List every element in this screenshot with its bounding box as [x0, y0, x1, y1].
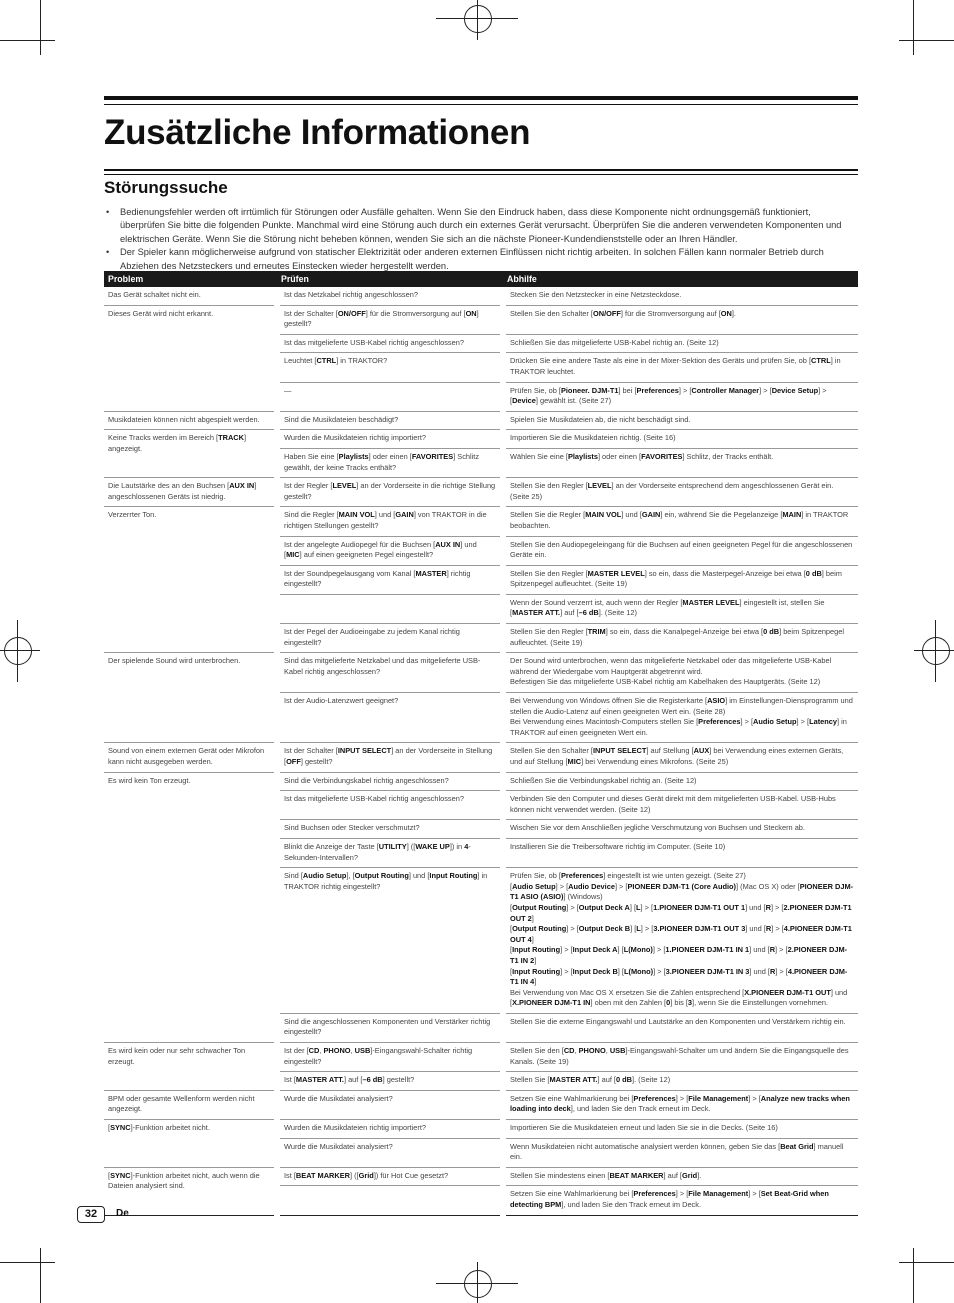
page-number: 32 — [77, 1206, 105, 1223]
cell-remedy: Stellen Sie den Audiopegeleingang für die Buchsen auf einen geeigneten Pegel für die angeschlossenen Geräte ein. — [503, 536, 858, 565]
crop-mark-bl-v — [40, 1248, 41, 1303]
cell-problem: [SYNC]-Funktion arbeitet nicht. — [104, 1120, 277, 1168]
cell-remedy: Der Sound wird unterbrochen, wenn das mitgelieferte Netzkabel oder das mitgelieferte USB-Kabel während der Wiedergabe vom Hauptgerät abgetrennt wird. Befestigen Sie das mitgelieferte USB-Kabel richtig am Kabelhaken des Hauptgeräts. (Seite 12) — [503, 653, 858, 693]
table-row — [104, 411, 858, 430]
cell-remedy: Wischen Sie vor dem Anschließen jegliche Verschmutzung von Buchsen und Steckern ab. — [503, 820, 858, 839]
crop-mark-br-v — [913, 1248, 914, 1303]
cell-problem: Die Lautstärke des an den Buchsen [AUX IN] angeschlossenen Geräts ist niedrig. — [104, 478, 277, 507]
cell-check: Wurden die Musikdateien richtig importiert? — [277, 1120, 503, 1139]
crop-mark-br-h — [899, 1262, 954, 1263]
cell-remedy: Stellen Sie die Regler [MAIN VOL] und [GAIN] ein, während Sie die Pegelanzeige [MAIN] in TRAKTOR beobachten. — [503, 507, 858, 536]
cell-remedy: Stellen Sie den Regler [MASTER LEVEL] so ein, dass die Masterpegel-Anzeige bei etwa [0 dB] beim Spitzenpegel aufleuchtet. (Seite 19) — [503, 565, 858, 594]
table-row — [104, 743, 858, 772]
cell-check: — — [277, 382, 503, 411]
cell-remedy: Stellen Sie die externe Eingangswahl und Lautstärke an den Komponenten und Verstärkern richtig ein. — [503, 1013, 858, 1042]
column-header-check: Prüfen — [277, 271, 503, 287]
cell-check: Ist das Netzkabel richtig angeschlossen? — [277, 287, 503, 305]
cell-remedy: Verbinden Sie den Computer und dieses Gerät direkt mit dem mitgelieferten USB-Kabel. USB-Hubs können nicht verwendet werden. (Seite 12) — [503, 791, 858, 820]
table-header-row — [104, 271, 858, 287]
table-row — [104, 1090, 858, 1119]
cell-check: Leuchtet [CTRL] in TRAKTOR? — [277, 353, 503, 382]
cell-remedy: Prüfen Sie, ob [Preferences] eingestellt ist wie unten gezeigt. (Seite 27) [Audio Setup] > [Audio Device] > [PIONEER DJM-T1 (Core Audio)] (Mac OS X) oder [PIONEER DJM-T1 ASIO (ASIO)] (Windows) [Output Routing] > [Output Deck A] [L] > [1.PIONEER DJM-T1 OUT 1] und [R] > [2.PIONEER DJM-T1 OUT 2] [Output Routing] > [Output Deck B] [L] > [3.PIONEER DJM-T1 OUT 3] und [R] > [4.PIONEER DJM-T1 OUT 4] [Input Routing] > [Input Deck A] [L(Mono)] > [1.PIONEER DJM-T1 IN 1] und [R] > [2.PIONEER DJM-T1 IN 2] [Input Routing] > [Input Deck B] [L(Mono)] > [3.PIONEER DJM-T1 IN 3] und [R] > [4.PIONEER DJM-T1 IN 4] Bei Verwendung von Mac OS X ersetzen Sie die Zahlen entsprechend [X.PIONEER DJM-T1 OUT] und [X.PIONEER DJM-T1 IN] oben mit den Zahlen [0] bis [3], wenn Sie die Einstellungen vornehmen. — [503, 868, 858, 1014]
table-row — [104, 1167, 858, 1186]
cell-remedy: Stellen Sie den Regler [TRIM] so ein, dass die Kanalpegel-Anzeige bei etwa [0 dB] beim Spitzenpegel aufleuchtet. (Seite 19) — [503, 624, 858, 653]
cell-problem: Der spielende Sound wird unterbrochen. — [104, 653, 277, 743]
cell-remedy: Stellen Sie [MASTER ATT.] auf [0 dB]. (Seite 12) — [503, 1072, 858, 1091]
cell-remedy: Stellen Sie den [CD, PHONO, USB]-Eingangswahl-Schalter um und ändern Sie die Eingangsquelle des Kanals. (Seite 19) — [503, 1043, 858, 1072]
cell-remedy: Stecken Sie den Netzstecker in eine Netzsteckdose. — [503, 287, 858, 305]
table-row — [104, 653, 858, 693]
crop-mark-tl-v — [40, 0, 41, 55]
column-header-problem: Problem — [104, 271, 277, 287]
crop-mark-bl-h — [0, 1262, 55, 1263]
cell-check: Sind Buchsen oder Stecker verschmutzt? — [277, 820, 503, 839]
table-row — [104, 1043, 858, 1072]
cell-check: Ist der Audio-Latenzwert geeignet? — [277, 693, 503, 743]
cell-check: Ist der angelegte Audiopegel für die Buchsen [AUX IN] und [MIC] auf einen geeigneten Pegel eingestellt? — [277, 536, 503, 565]
cell-remedy: Stellen Sie den Schalter [INPUT SELECT] auf Stellung [AUX] bei Verwendung eines externen Geräts, und auf Stellung [MIC] bei Verwendung eines Mikrofons. (Seite 25) — [503, 743, 858, 772]
table-row — [104, 287, 858, 305]
cell-remedy: Drücken Sie eine andere Taste als eine in der Mixer-Sektion des Geräts und prüfen Sie, ob [CTRL] in TRAKTOR leuchtet. — [503, 353, 858, 382]
cell-remedy: Wählen Sie eine [Playlists] oder einen [FAVORITES] Schlitz, der Tracks enthält. — [503, 448, 858, 477]
troubleshooting-table — [104, 271, 858, 1216]
table-row — [104, 478, 858, 507]
cell-remedy: Bei Verwendung von Windows öffnen Sie die Registerkarte [ASIO] im Einstellungen-Diensprogramm und stellen die Audio-Latenz auf einen geeigneten Wert ein. (Seite 28) Bei Verwendung eines Macintosh-Computers stellen Sie [Preferences] > [Audio Setup] > [Latency] in TRAKTOR auf einen geeigneten Wert ein. — [503, 693, 858, 743]
section-rule-thick — [104, 169, 858, 171]
cell-check: Sind das mitgelieferte Netzkabel und das mitgelieferte USB-Kabel richtig angeschlossen? — [277, 653, 503, 693]
cell-problem: Sound von einem externen Gerät oder Mikrofon kann nicht ausgegeben werden. — [104, 743, 277, 772]
cell-check: Ist das mitgelieferte USB-Kabel richtig angeschlossen? — [277, 334, 503, 353]
cell-check: Ist [BEAT MARKER] ([Grid]) für Hot Cue gesetzt? — [277, 1167, 503, 1186]
cell-remedy: Importieren Sie die Musikdateien erneut und laden Sie sie in die Decks. (Seite 16) — [503, 1120, 858, 1139]
cell-check: Haben Sie eine [Playlists] oder einen [FAVORITES] Schlitz gewählt, der keine Tracks enthält? — [277, 448, 503, 477]
header-rule-thin — [104, 104, 858, 105]
cell-check: Ist der Schalter [ON/OFF] für die Stromversorgung auf [ON] gestellt? — [277, 305, 503, 334]
cell-problem: Musikdateien können nicht abgespielt werden. — [104, 411, 277, 430]
crop-mark-tr-h — [899, 40, 954, 41]
cell-remedy: Setzen Sie eine Wahlmarkierung bei [Preferences] > [File Management] > [Analyze new tracks when loading into deck], und laden Sie den Track erneut im Deck. — [503, 1090, 858, 1119]
cell-problem: Keine Tracks werden im Bereich [TRACK] angezeigt. — [104, 430, 277, 478]
table-row — [104, 1120, 858, 1139]
language-code: De — [116, 1208, 129, 1219]
cell-remedy: Importieren Sie die Musikdateien richtig. (Seite 16) — [503, 430, 858, 449]
cell-check: Ist der Soundpegelausgang vom Kanal [MASTER] richtig eingestellt? — [277, 565, 503, 594]
intro-list — [104, 206, 858, 273]
cell-check: Wurde die Musikdatei analysiert? — [277, 1090, 503, 1119]
cell-check — [277, 594, 503, 623]
cell-remedy: Stellen Sie mindestens einen [BEAT MARKER] auf [Grid]. — [503, 1167, 858, 1186]
intro-item: • Bedienungsfehler werden oft irrtümlich für Störungen oder Ausfälle gehalten. Wenn Sie den Eindruck haben, dass diese Komponente nicht ordnungsgemäß funktioniert, überprüfen Sie bitte die folgenden Punkte. Manchmal wird eine Störung auch durch ein externes Gerät verursacht. Überprüfen Sie die anderen verwendeten Komponenten und elektrischen Geräte. Wenn Sie die Störung nicht beheben können, wenden Sie sich an die nächste Pioneer-Kundendienststelle oder an Ihren Händler. — [104, 206, 858, 246]
cell-problem: Es wird kein oder nur sehr schwacher Ton erzeugt. — [104, 1043, 277, 1091]
cell-remedy: Spielen Sie Musikdateien ab, die nicht beschädigt sind. — [503, 411, 858, 430]
cell-problem: Das Gerät schaltet nicht ein. — [104, 287, 277, 305]
cell-remedy: Stellen Sie den Schalter [ON/OFF] für die Stromversorgung auf [ON]. — [503, 305, 858, 334]
cell-check: Ist der [CD, PHONO, USB]-Eingangswahl-Schalter richtig eingestellt? — [277, 1043, 503, 1072]
cell-check: Blinkt die Anzeige der Taste [UTILITY] ([WAKE UP]) in 4-Sekunden-Intervallen? — [277, 838, 503, 867]
cell-check: Ist das mitgelieferte USB-Kabel richtig angeschlossen? — [277, 791, 503, 820]
cell-check: Sind die Verbindungskabel richtig angeschlossen? — [277, 772, 503, 791]
cell-check — [277, 1186, 503, 1215]
cell-remedy: Wenn Musikdateien nicht automatische analysiert werden können, geben Sie das [Beat Grid] manuell ein. — [503, 1138, 858, 1167]
cell-check: Sind [Audio Setup], [Output Routing] und [Input Routing] in TRAKTOR richtig eingestellt? — [277, 868, 503, 1014]
table-row — [104, 507, 858, 536]
cell-problem: Dieses Gerät wird nicht erkannt. — [104, 305, 277, 411]
cell-remedy: Wenn der Sound verzerrt ist, auch wenn der Regler [MASTER LEVEL] eingestellt ist, stellen Sie [MASTER ATT.] auf [–6 dB]. (Seite 12) — [503, 594, 858, 623]
cell-remedy: Installieren Sie die Treibersoftware richtig im Computer. (Seite 10) — [503, 838, 858, 867]
intro-item: • Der Spieler kann möglicherweise aufgrund von statischer Elektrizität oder anderen externen Einflüssen nicht richtig arbeiten. In solchen Fällen kann normaler Betrieb durch Abziehen des Netzsteckers und erneutes Einstecken wieder hergestellt werden. — [104, 246, 858, 273]
table-row — [104, 305, 858, 334]
cell-check: Ist [MASTER ATT.] auf [–6 dB] gestellt? — [277, 1072, 503, 1091]
header-rule-thick — [104, 96, 858, 100]
page-title: Zusätzliche Informationen — [104, 113, 531, 152]
crop-mark-tr-v — [913, 0, 914, 55]
table-row — [104, 430, 858, 449]
section-rule-thin — [104, 174, 858, 175]
cell-problem: BPM oder gesamte Wellenform werden nicht angezeigt. — [104, 1090, 277, 1119]
table-row — [104, 772, 858, 791]
cell-check: Wurden die Musikdateien richtig importiert? — [277, 430, 503, 449]
cell-remedy: Schließen Sie das mitgelieferte USB-Kabel richtig an. (Seite 12) — [503, 334, 858, 353]
cell-remedy: Stellen Sie den Regler [LEVEL] an der Vorderseite entsprechend dem angeschlossenen Gerät ein. (Seite 25) — [503, 478, 858, 507]
table-body — [104, 287, 858, 1215]
crop-mark-tl-h — [0, 40, 55, 41]
column-header-remedy: Abhilfe — [503, 271, 858, 287]
cell-check: Ist der Schalter [INPUT SELECT] an der Vorderseite in Stellung [OFF] gestellt? — [277, 743, 503, 772]
cell-check: Ist der Regler [LEVEL] an der Vorderseite in die richtige Stellung gestellt? — [277, 478, 503, 507]
cell-problem: [SYNC]-Funktion arbeitet nicht, auch wenn die Dateien analysiert sind. — [104, 1167, 277, 1215]
cell-check: Sind die Musikdateien beschädigt? — [277, 411, 503, 430]
cell-check: Sind die Regler [MAIN VOL] und [GAIN] von TRAKTOR in die richtigen Stellungen gestellt? — [277, 507, 503, 536]
cell-problem: Verzerrter Ton. — [104, 507, 277, 653]
cell-check: Wurde die Musikdatei analysiert? — [277, 1138, 503, 1167]
cell-problem: Es wird kein Ton erzeugt. — [104, 772, 277, 1042]
cell-check: Ist der Pegel der Audioeingabe zu jedem Kanal richtig eingestellt? — [277, 624, 503, 653]
cell-check: Sind die angeschlossenen Komponenten und Verstärker richtig eingestellt? — [277, 1013, 503, 1042]
cell-remedy: Schließen Sie die Verbindungskabel richtig an. (Seite 12) — [503, 772, 858, 791]
cell-remedy: Setzen Sie eine Wahlmarkierung bei [Preferences] > [File Management] > [Set Beat-Grid when detecting BPM], und laden Sie den Track erneut im Deck. — [503, 1186, 858, 1215]
section-title: Störungssuche — [104, 178, 228, 197]
cell-remedy: Prüfen Sie, ob [Pioneer. DJM-T1] bei [Preferences] > [Controller Manager] > [Device Setup] > [Device] gewählt ist. (Seite 27) — [503, 382, 858, 411]
